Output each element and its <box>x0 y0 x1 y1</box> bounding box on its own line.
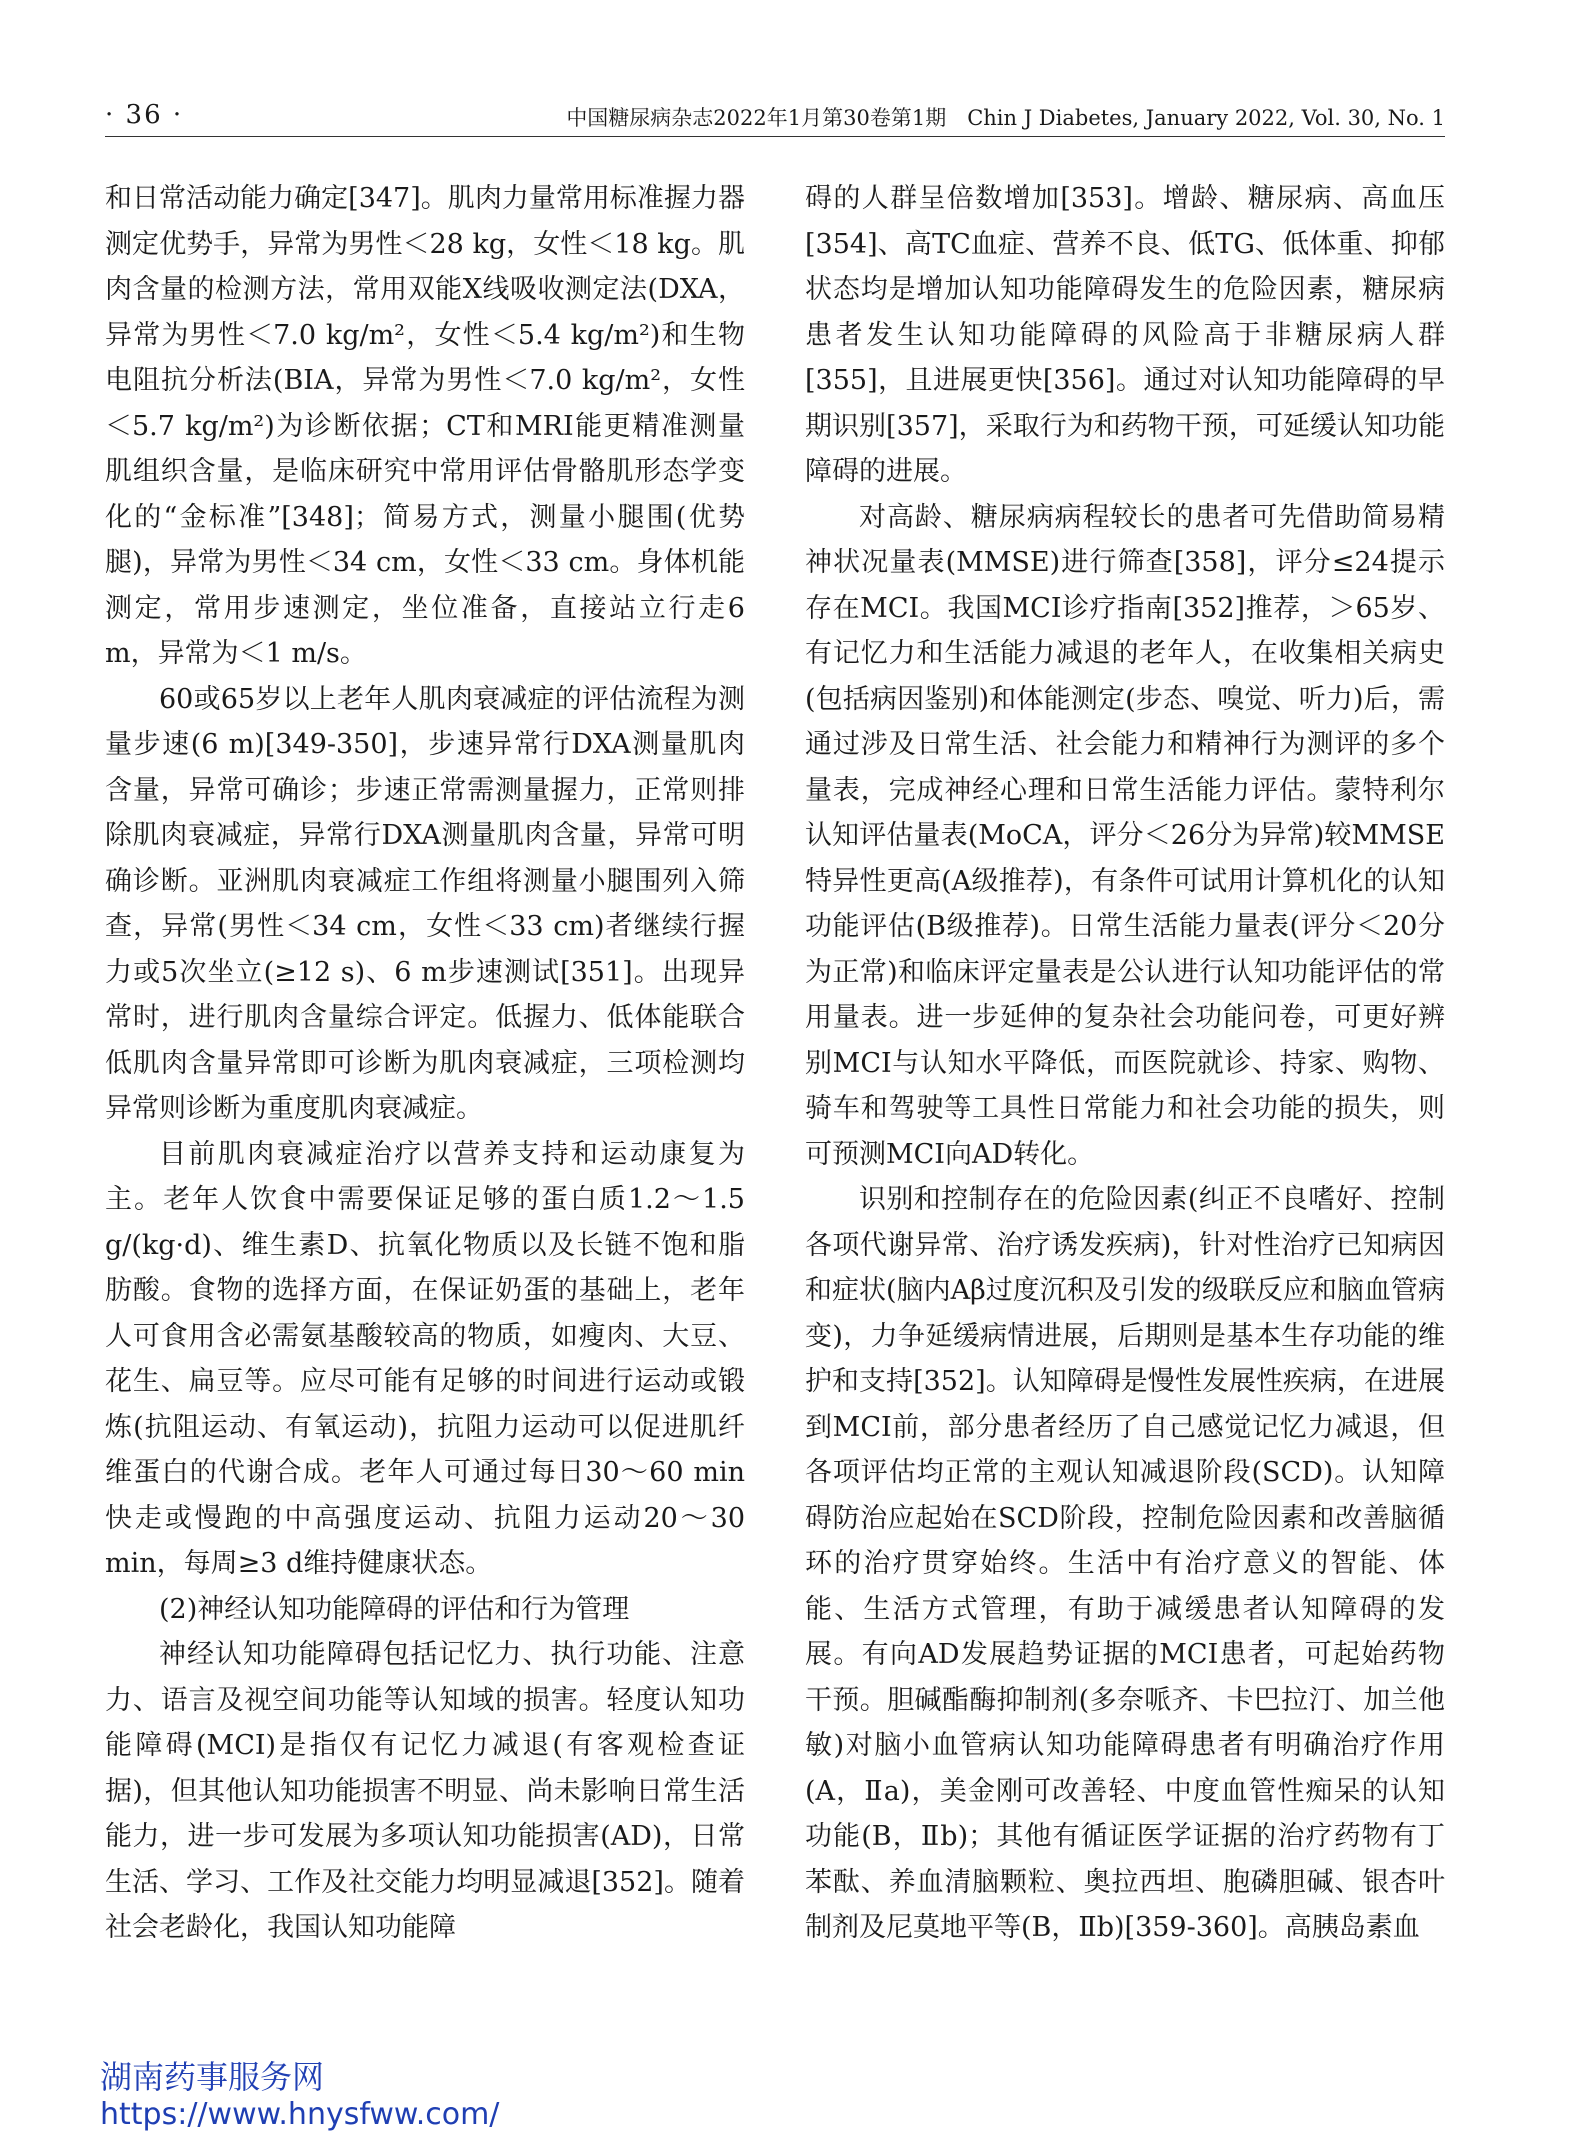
journal-citation: 中国糖尿病杂志2022年1月第30卷第1期 Chin J Diabetes, January 2022, Vol. 30, No. 1 <box>566 106 1445 130</box>
paragraph: 对高龄、糖尿病病程较长的患者可先借助简易精神状况量表(MMSE)进行筛查[358]，评分≤24提示存在MCI。我国MCI诊疗指南[352]推荐，＞65岁、有记忆力和生活能力减退的老年人，在收集相关病史(包括病因鉴别)和体能测定(步态、嗅觉、听力)后，需通过涉及日常生活、社会能力和精神行为测评的多个量表，完成神经心理和日常生活能力评估。蒙特利尔认知评估量表(MoCA，评分＜26分为异常)较MMSE特异性更高(A级推荐)，有条件可试用计算机化的认知功能评估(B级推荐)。日常生活能力量表(评分＜20分为正常)和临床评定量表是公认进行认知功能评估的常用量表。进一步延伸的复杂社会功能问卷，可更好辨别MCI与认知水平降低，而医院就诊、持家、购物、骑车和驾驶等工具性日常能力和社会功能的损失，则可预测MCI向AD转化。 <box>805 501 1445 1170</box>
paragraph: 和日常活动能力确定[347]。肌肉力量常用标准握力器测定优势手，异常为男性＜28 kg，女性＜18 kg。肌肉含量的检测方法，常用双能X线吸收测定法(DXA，异常为男性＜7.0 kg/m²，女性＜5.4 kg/m²)和生物电阻抗分析法(BIA，异常为男性＜7.0 kg/m²，女性＜5.7 kg/m²)为诊断依据；CT和MRI能更精准测量肌组织含量，是临床研究中常用评估骨骼肌形态学变化的“金标准”[348]；简易方式，测量小腿围(优势腿)，异常为男性＜34 cm，女性＜33 cm。身体机能测定，常用步速测定，坐位准备，直接站立行走6 m，异常为＜1 m/s。 <box>105 183 745 669</box>
left-column <box>105 176 745 1951</box>
watermark <box>100 2058 499 2134</box>
watermark-site-name: 湖南药事服务网 <box>100 2058 325 2096</box>
right-column <box>805 176 1445 1951</box>
paragraph: 目前肌肉衰减症治疗以营养支持和运动康复为主。老年人饮食中需要保证足够的蛋白质1.2～1.5 g/(kg·d)、维生素D、抗氧化物质以及长链不饱和脂肪酸。食物的选择方面，在保证奶蛋的基础上，老年人可食用含必需氨基酸较高的物质，如瘦肉、大豆、花生、扁豆等。应尽可能有足够的时间进行运动或锻炼(抗阻运动、有氧运动)，抗阻力运动可以促进肌纤维蛋白的代谢合成。老年人可通过每日30～60 min快走或慢跑的中高强度运动、抗阻力运动20～30 min，每周≥3 d维持健康状态。 <box>105 1138 745 1579</box>
paragraph: 神经认知功能障碍包括记忆力、执行功能、注意力、语言及视空间功能等认知域的损害。轻度认知功能障碍(MCI)是指仅有记忆力减退(有客观检查证据)，但其他认知功能损害不明显、尚未影响日常生活能力，进一步可发展为多项认知功能损害(AD)，日常生活、学习、工作及社交能力均明显减退[352]。随着社会老龄化，我国认知功能障 <box>105 1639 745 1943</box>
paragraph: 60或65岁以上老年人肌肉衰减症的评估流程为测量步速(6 m)[349-350]，步速异常行DXA测量肌肉含量，异常可确诊；步速正常需测量握力，正常则排除肌肉衰减症，异常行DXA测量肌肉含量，异常可明确诊断。亚洲肌肉衰减症工作组将测量小腿围列入筛查，异常(男性＜34 cm，女性＜33 cm)者继续行握力或5次坐立(≥12 s)、6 m步速测试[351]。出现异常时，进行肌肉含量综合评定。低握力、低体能联合低肌肉含量异常即可诊断为肌肉衰减症，三项检测均异常则诊断为重度肌肉衰减症。 <box>105 683 745 1124</box>
running-header <box>105 98 1445 136</box>
paragraph: 碍的人群呈倍数增加[353]。增龄、糖尿病、高血压[354]、高TC血症、营养不良、低TG、低体重、抑郁状态均是增加认知功能障碍发生的危险因素，糖尿病患者发生认知功能障碍的风险高于非糖尿病人群[355]，且进展更快[356]。通过对认知功能障碍的早期识别[357]，采取行为和药物干预，可延缓认知功能障碍的进展。 <box>805 183 1445 487</box>
page-number: · 36 · <box>105 100 184 130</box>
watermark-url[interactable]: https://www.hnysfww.com/ <box>100 2097 500 2132</box>
section-heading: (2)神经认知功能障碍的评估和行为管理 <box>159 1593 630 1625</box>
paragraph: 识别和控制存在的危险因素(纠正不良嗜好、控制各项代谢异常、治疗诱发疾病)，针对性治疗已知病因和症状(脑内Aβ过度沉积及引发的级联反应和脑血管病变)，力争延缓病情进展，后期则是基本生存功能的维护和支持[352]。认知障碍是慢性发展性疾病，在进展到MCI前，部分患者经历了自己感觉记忆力减退，但各项评估均正常的主观认知减退阶段(SCD)。认知障碍防治应起始在SCD阶段，控制危险因素和改善脑循环的治疗贯穿始终。生活中有治疗意义的智能、体能、生活方式管理，有助于减缓患者认知障碍的发展。有向AD发展趋势证据的MCI患者，可起始药物干预。胆碱酯酶抑制剂(多奈哌齐、卡巴拉汀、加兰他敏)对脑小血管病认知功能障碍患者有明确治疗作用(A，Ⅱa)，美金刚可改善轻、中度血管性痴呆的认知功能(B，Ⅱb)；其他有循证医学证据的治疗药物有丁苯酞、养血清脑颗粒、奥拉西坦、胞磷胆碱、银杏叶制剂及尼莫地平等(B，Ⅱb)[359-360]。高胰岛素血 <box>805 1184 1445 1943</box>
header-divider <box>105 136 1445 137</box>
